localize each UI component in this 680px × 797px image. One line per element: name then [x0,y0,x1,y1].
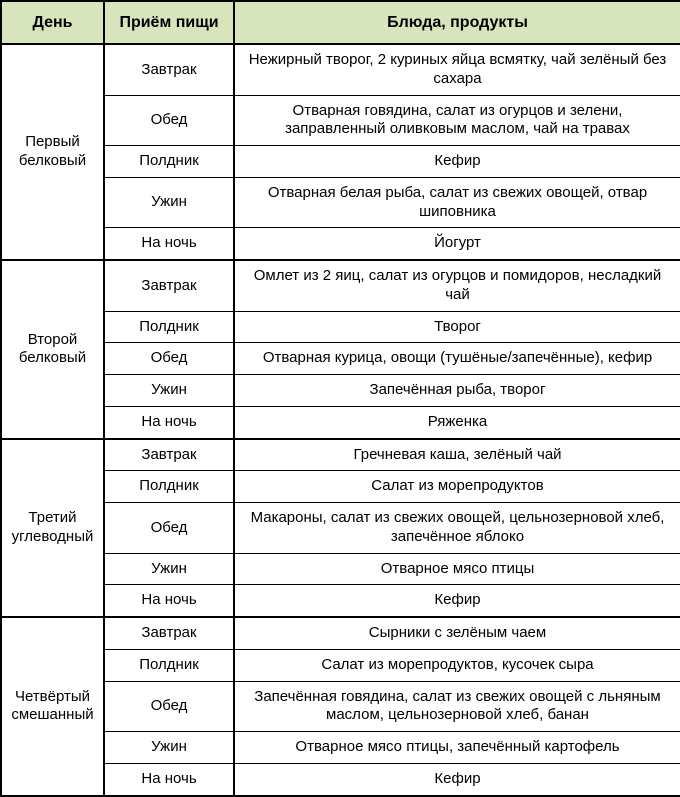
dishes-cell: Творог [234,311,680,343]
dishes-cell: Запечённая рыба, творог [234,375,680,407]
diet-table-body [1,44,680,796]
meal-cell: Завтрак [104,617,234,649]
dishes-cell: Отварная белая рыба, салат из свежих овощей, отвар шиповника [234,177,680,228]
day-cell: Второй белковый [1,260,104,439]
diet-table-header [1,1,680,44]
meal-row [1,44,680,95]
meal-cell: Полдник [104,311,234,343]
meal-cell: Ужин [104,375,234,407]
meal-cell: На ночь [104,406,234,438]
day-cell: Четвёртый смешанный [1,617,104,796]
meal-cell: Обед [104,95,234,146]
dishes-cell: Гречневая каша, зелёный чай [234,439,680,471]
meal-cell: Обед [104,681,234,732]
dishes-cell: Кефир [234,763,680,795]
dishes-cell: Отварное мясо птицы [234,553,680,585]
meal-row [1,439,680,471]
meal-cell: На ночь [104,228,234,260]
dishes-cell: Кефир [234,146,680,178]
meal-cell: На ночь [104,585,234,617]
meal-cell: Завтрак [104,44,234,95]
dishes-cell: Йогурт [234,228,680,260]
header-day: День [1,1,104,44]
dishes-cell: Отварная курица, овощи (тушёные/запечённые), кефир [234,343,680,375]
header-dishes: Блюда, продукты [234,1,680,44]
meal-row [1,260,680,311]
meal-cell: Ужин [104,732,234,764]
meal-cell: Обед [104,343,234,375]
dishes-cell: Омлет из 2 яиц, салат из огурцов и помидоров, несладкий чай [234,260,680,311]
meal-cell: Полдник [104,649,234,681]
dishes-cell: Отварное мясо птицы, запечённый картофель [234,732,680,764]
dishes-cell: Салат из морепродуктов, кусочек сыра [234,649,680,681]
meal-cell: Ужин [104,553,234,585]
dishes-cell: Салат из морепродуктов [234,471,680,503]
dishes-cell: Запечённая говядина, салат из свежих овощей с льняным маслом, цельнозерновой хлеб, банан [234,681,680,732]
meal-cell: Ужин [104,177,234,228]
dishes-cell: Ряженка [234,406,680,438]
meal-cell: Завтрак [104,439,234,471]
meal-cell: Полдник [104,471,234,503]
header-row [1,1,680,44]
meal-cell: На ночь [104,763,234,795]
day-cell: Первый белковый [1,44,104,260]
meal-row [1,617,680,649]
meal-cell: Завтрак [104,260,234,311]
dishes-cell: Макароны, салат из свежих овощей, цельнозерновой хлеб, запечённое яблоко [234,503,680,554]
dishes-cell: Отварная говядина, салат из огурцов и зелени, заправленный оливковым маслом, чай на травах [234,95,680,146]
dishes-cell: Кефир [234,585,680,617]
meal-cell: Полдник [104,146,234,178]
meal-cell: Обед [104,503,234,554]
dishes-cell: Сырники с зелёным чаем [234,617,680,649]
day-cell: Третий углеводный [1,439,104,618]
header-meal: Приём пищи [104,1,234,44]
dishes-cell: Нежирный творог, 2 куриных яйца всмятку, чай зелёный без сахара [234,44,680,95]
